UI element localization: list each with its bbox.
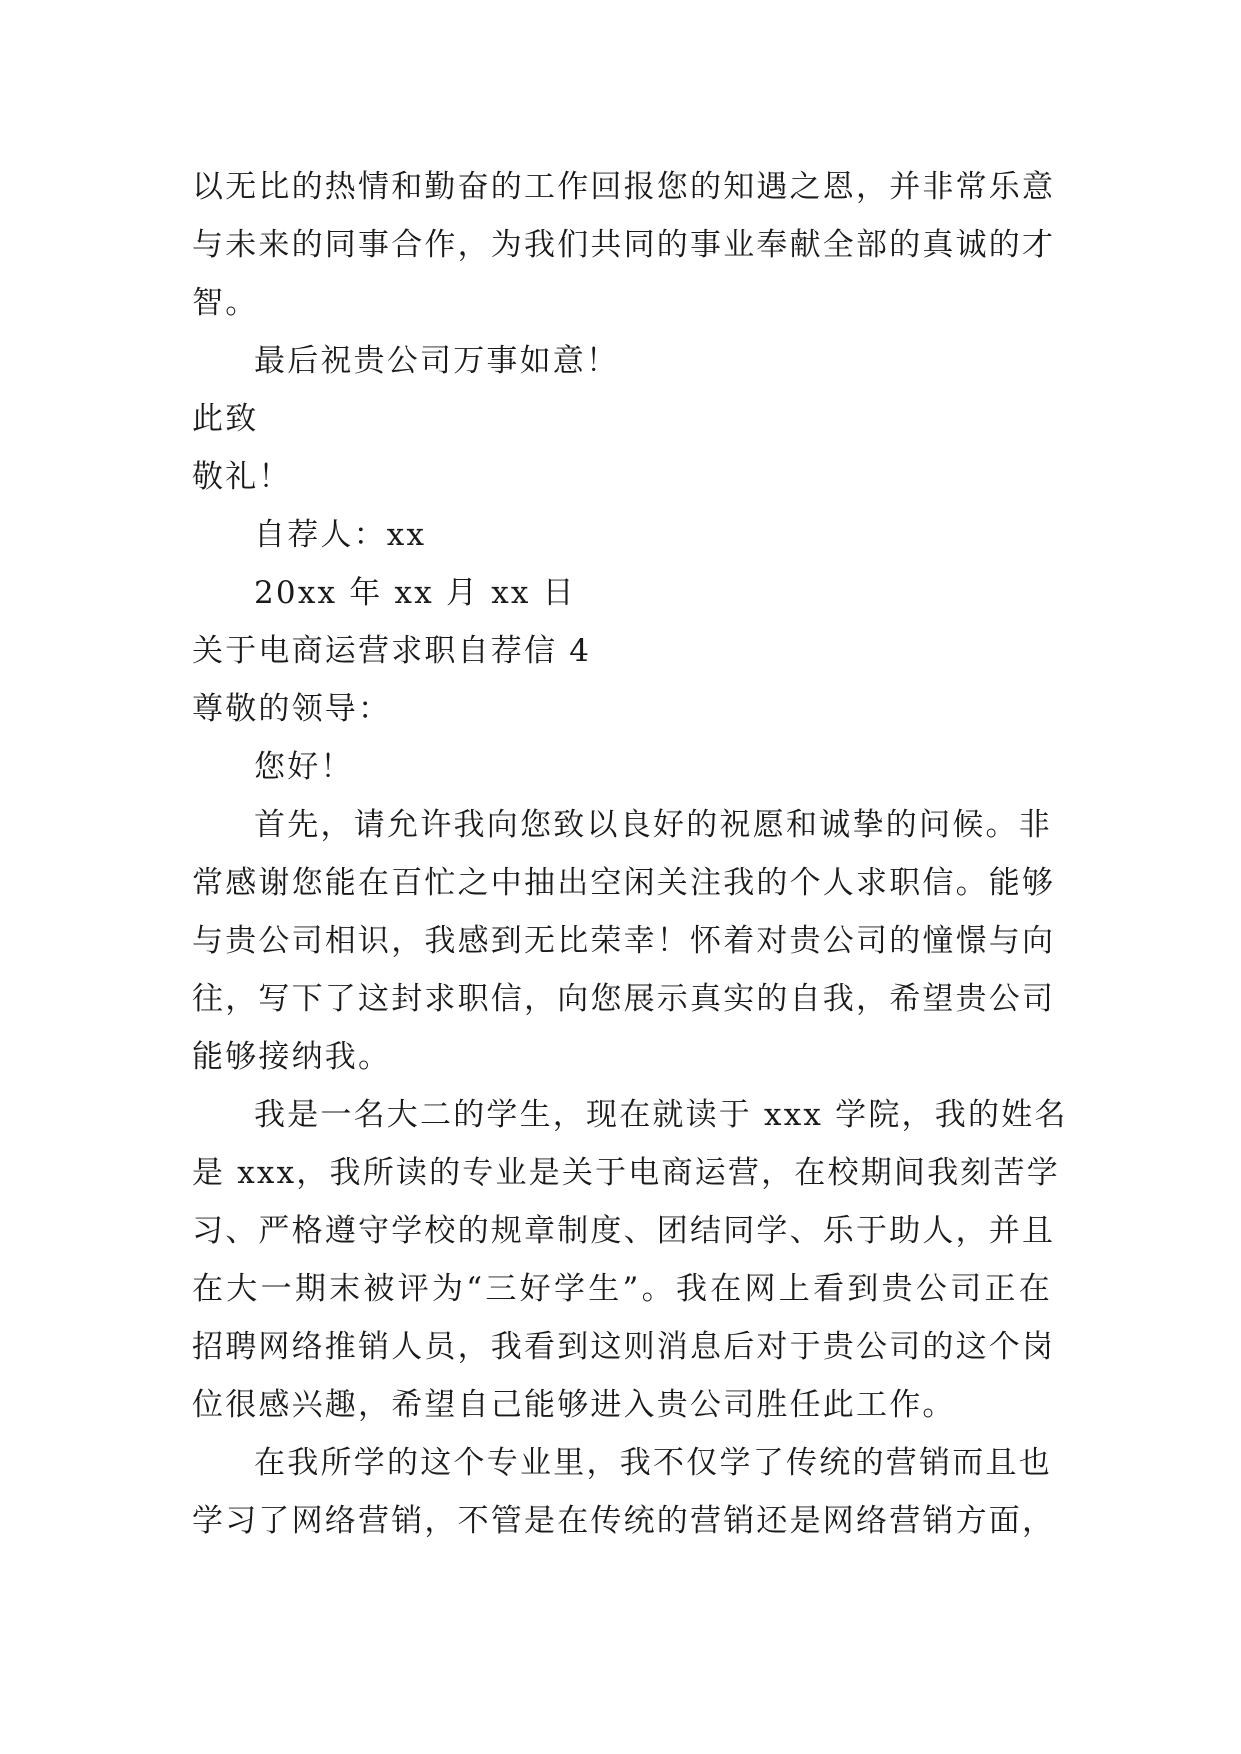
text-line: 位很感兴趣，希望自己能够进入贵公司胜任此工作。 [192,1387,956,1423]
text-line: 自荐人：xx [254,517,427,553]
text-line: 常感谢您能在百忙之中抽出空闲关注我的个人求职信。能够 [192,865,1056,901]
text-line: 往，写下了这封求职信，向您展示真实的自我，希望贵公司 [192,981,1056,1017]
text-line: 是 xxx，我所读的专业是关于电商运营，在校期间我刻苦学 [192,1155,1060,1191]
document-body [192,158,1068,1550]
text-line: 与未来的同事合作，为我们共同的事业奉献全部的真诚的才 [192,227,1056,263]
text-line: 敬礼！ [192,459,292,495]
text-line: 在我所学的这个专业里，我不仅学了传统的营销而且也 [254,1445,1052,1481]
text-line: 尊敬的领导： [192,691,392,727]
text-line: 此致 [192,401,259,437]
text-line: 学习了网络营销，不管是在传统的营销还是网络营销方面， [192,1503,1056,1539]
text-line: 以无比的热情和勤奋的工作回报您的知遇之恩，并非常乐意 [192,169,1056,205]
text-line: 与贵公司相识，我感到无比荣幸！怀着对贵公司的憧憬与向 [192,923,1056,959]
text-line: 我是一名大二的学生，现在就读于 xxx 学院，我的姓名 [254,1097,1068,1133]
text-line: 招聘网络推销人员，我看到这则消息后对于贵公司的这个岗 [192,1329,1056,1365]
text-line: 最后祝贵公司万事如意！ [254,343,620,379]
text-line: 20xx 年 xx 月 xx 日 [254,575,576,611]
text-line: 智。 [192,285,259,321]
text-line: 您好！ [254,749,354,785]
text-line: 关于电商运营求职自荐信 4 [192,633,592,669]
text-line: 在大一期末被评为“三好学生”。我在网上看到贵公司正在 [192,1271,1052,1307]
text-line: 习、严格遵守学校的规章制度、团结同学、乐于助人，并且 [192,1213,1056,1249]
text-line: 首先，请允许我向您致以良好的祝愿和诚挚的问候。非 [254,807,1052,843]
text-line: 能够接纳我。 [192,1039,392,1075]
